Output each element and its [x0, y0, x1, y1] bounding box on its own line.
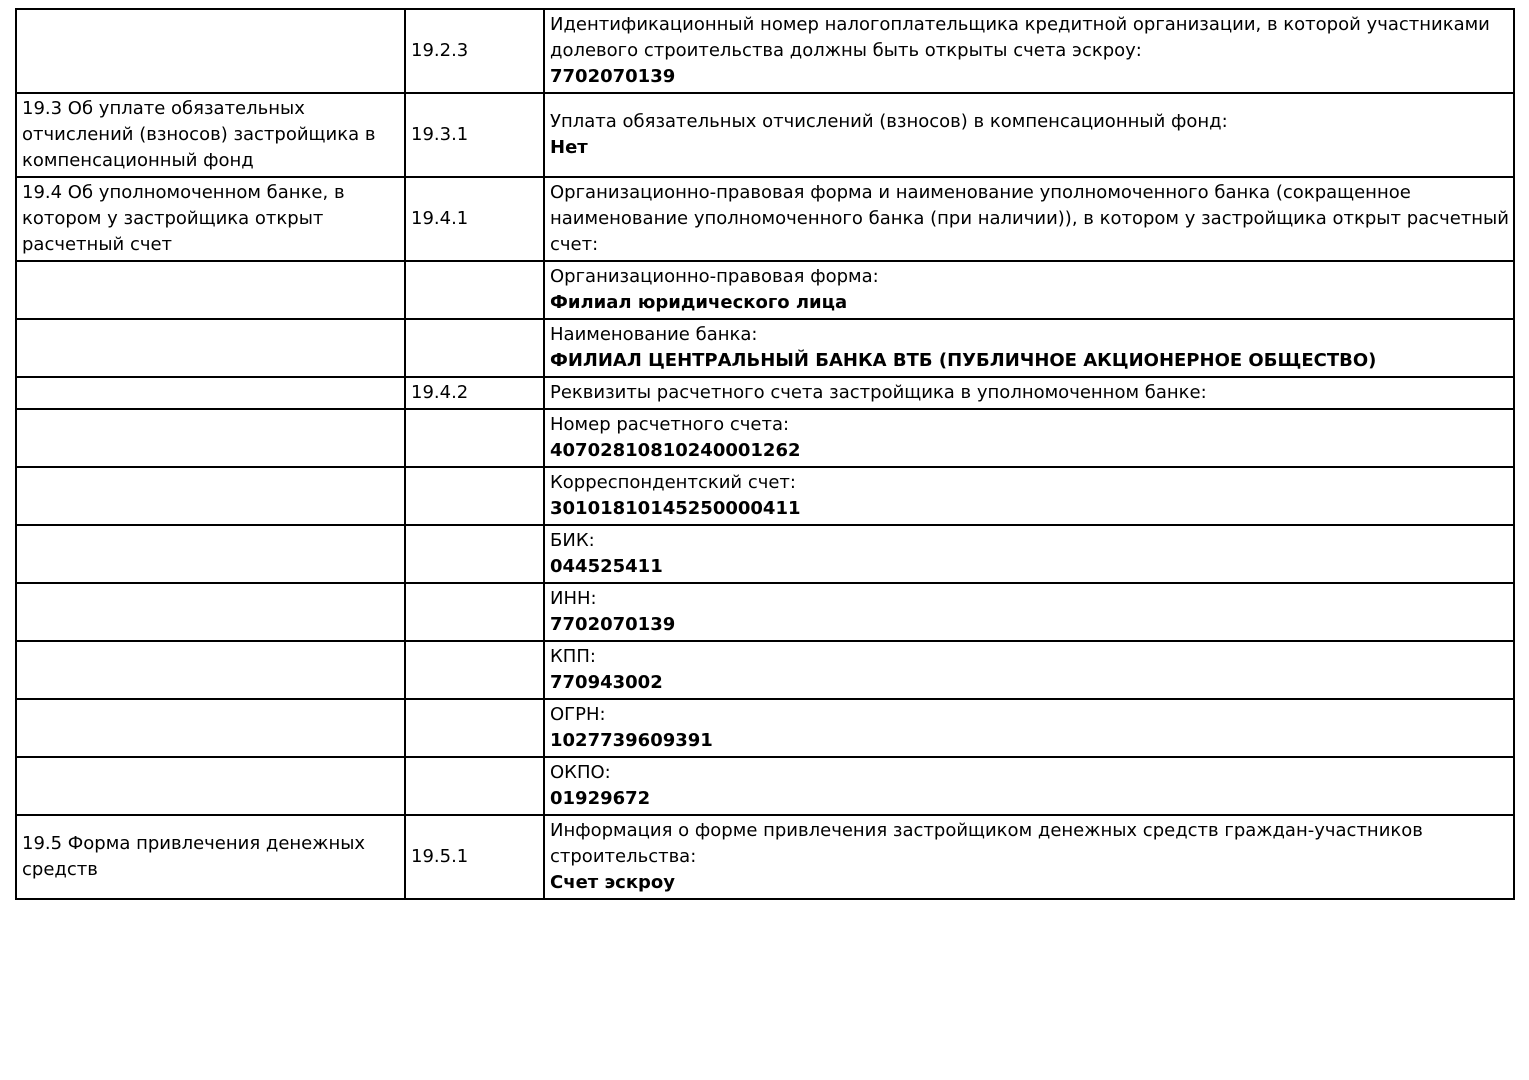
section-cell — [16, 319, 405, 377]
content-value: Нет — [550, 137, 588, 158]
content-cell — [544, 757, 1514, 815]
section-cell — [16, 409, 405, 467]
section-cell — [16, 583, 405, 641]
code-cell: 19.2.3 — [405, 9, 544, 93]
table-row — [16, 467, 1514, 525]
content-label: Реквизиты расчетного счета застройщика в уполномоченном банке: — [550, 382, 1207, 403]
section-cell — [16, 261, 405, 319]
content-label: ОГРН: — [550, 704, 606, 725]
table-row — [16, 377, 1514, 409]
content-cell — [544, 467, 1514, 525]
code-cell: 19.5.1 — [405, 815, 544, 899]
content-label: Идентификационный номер налогоплательщика кредитной организации, в которой участниками долевого строительства должны быть открыты счета эскроу: — [550, 14, 1490, 61]
content-label: Номер расчетного счета: — [550, 414, 790, 435]
section-cell: 19.5 Форма привлечения денежных средств — [16, 815, 405, 899]
table-row — [16, 757, 1514, 815]
content-value: 01929672 — [550, 788, 651, 809]
code-cell: 19.4.1 — [405, 177, 544, 261]
content-cell — [544, 377, 1514, 409]
content-cell — [544, 9, 1514, 93]
table-row — [16, 177, 1514, 261]
code-cell: 19.3.1 — [405, 93, 544, 177]
content-value: 7702070139 — [550, 66, 676, 87]
content-label: Организационно-правовая форма и наименование уполномоченного банка (сокращенное наименование уполномоченного банка (при наличии)), в котором у застройщика открыт расчетный счет: — [550, 182, 1509, 255]
content-value: 770943002 — [550, 672, 663, 693]
content-value: ФИЛИАЛ ЦЕНТРАЛЬНЫЙ БАНКА ВТБ (ПУБЛИЧНОЕ АКЦИОНЕРНОЕ ОБЩЕСТВО) — [550, 350, 1377, 371]
content-value: 30101810145250000411 — [550, 498, 801, 519]
content-value: Филиал юридического лица — [550, 292, 848, 313]
content-value: 40702810810240001262 — [550, 440, 801, 461]
section-cell — [16, 757, 405, 815]
section-cell: 19.3 Об уплате обязательных отчислений (взносов) застройщика в компенсационный фонд — [16, 93, 405, 177]
table-row — [16, 319, 1514, 377]
code-cell — [405, 467, 544, 525]
content-cell — [544, 641, 1514, 699]
section-cell — [16, 641, 405, 699]
table-row — [16, 525, 1514, 583]
content-label: КПП: — [550, 646, 596, 667]
content-label: ОКПО: — [550, 762, 611, 783]
content-cell — [544, 177, 1514, 261]
code-cell — [405, 641, 544, 699]
content-cell — [544, 525, 1514, 583]
content-cell — [544, 699, 1514, 757]
code-cell — [405, 525, 544, 583]
content-label: Наименование банка: — [550, 324, 758, 345]
code-cell: 19.4.2 — [405, 377, 544, 409]
content-cell — [544, 93, 1514, 177]
table-body — [16, 9, 1514, 899]
content-cell — [544, 583, 1514, 641]
table-row — [16, 409, 1514, 467]
content-value: 7702070139 — [550, 614, 676, 635]
table-row — [16, 641, 1514, 699]
table-row — [16, 583, 1514, 641]
content-label: Уплата обязательных отчислений (взносов) в компенсационный фонд: — [550, 111, 1228, 132]
code-cell — [405, 583, 544, 641]
code-cell — [405, 261, 544, 319]
section-cell — [16, 9, 405, 93]
section-cell — [16, 377, 405, 409]
content-value: 1027739609391 — [550, 730, 713, 751]
content-cell — [544, 815, 1514, 899]
declaration-table — [15, 8, 1515, 900]
section-cell — [16, 699, 405, 757]
code-cell — [405, 757, 544, 815]
section-cell — [16, 525, 405, 583]
content-cell — [544, 261, 1514, 319]
content-label: БИК: — [550, 530, 595, 551]
content-value: 044525411 — [550, 556, 663, 577]
code-cell — [405, 699, 544, 757]
content-label: ИНН: — [550, 588, 597, 609]
table-row — [16, 815, 1514, 899]
section-cell: 19.4 Об уполномоченном банке, в котором у застройщика открыт расчетный счет — [16, 177, 405, 261]
code-cell — [405, 319, 544, 377]
content-label: Корреспондентский счет: — [550, 472, 796, 493]
content-cell — [544, 409, 1514, 467]
table-row — [16, 93, 1514, 177]
section-cell — [16, 467, 405, 525]
table-row — [16, 9, 1514, 93]
table-row — [16, 699, 1514, 757]
table-row — [16, 261, 1514, 319]
content-label: Информация о форме привлечения застройщиком денежных средств граждан-участников строительства: — [550, 820, 1423, 867]
content-value: Счет эскроу — [550, 872, 676, 893]
content-label: Организационно-правовая форма: — [550, 266, 879, 287]
content-cell — [544, 319, 1514, 377]
code-cell — [405, 409, 544, 467]
